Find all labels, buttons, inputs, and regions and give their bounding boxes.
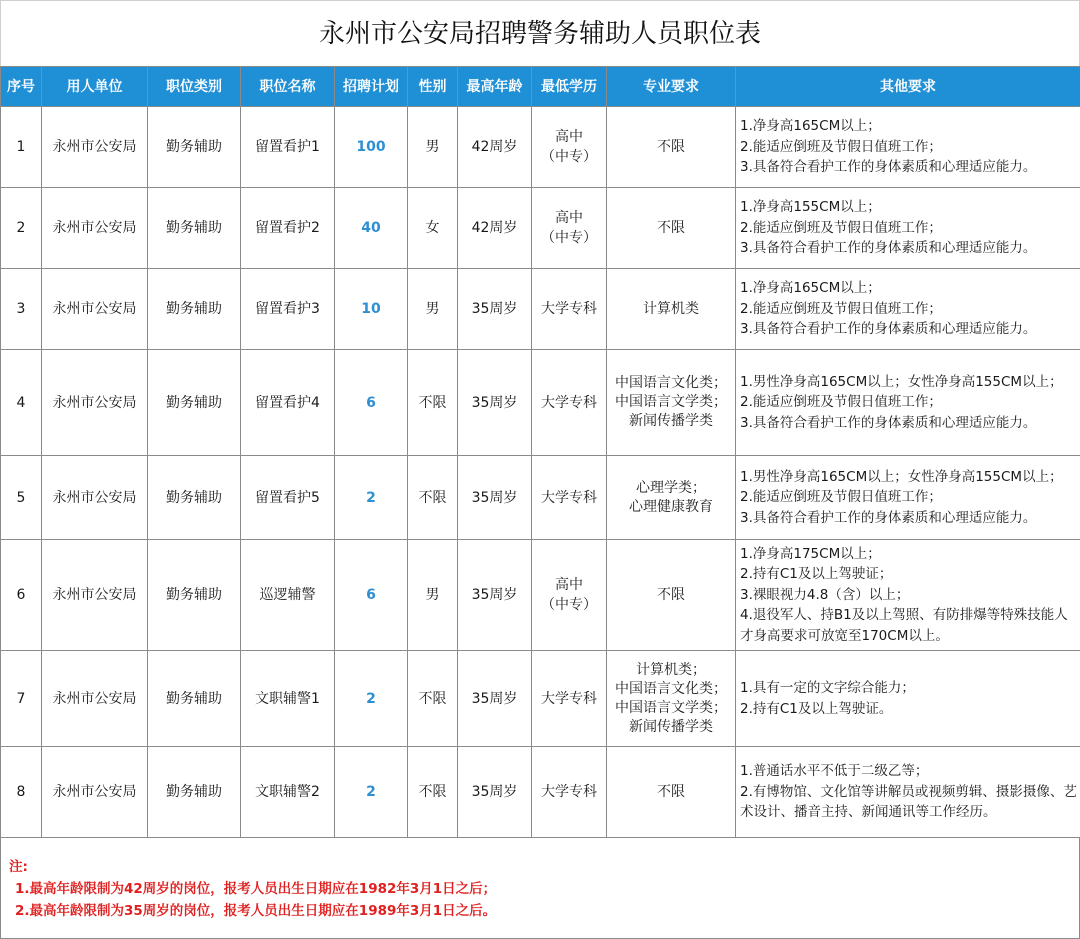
header-other: 其他要求: [736, 67, 1080, 107]
row-number: 5: [1, 456, 42, 540]
recruit-plan: 40: [335, 188, 408, 269]
notes-label: 注:: [9, 856, 1079, 878]
recruit-plan: 100: [335, 107, 408, 188]
min-education-line: 大学专科: [534, 299, 604, 319]
min-education-line: 大学专科: [534, 689, 604, 709]
min-education: [532, 107, 607, 188]
position-category: 勤务辅助: [148, 456, 241, 540]
other-requirements-line: 1.净身高155CM以上；: [740, 197, 1078, 218]
major-requirement-line: 不限: [609, 219, 733, 238]
table-row: [1, 747, 1080, 838]
gender: 不限: [408, 350, 458, 456]
employer-unit: 永州市公安局: [42, 456, 148, 540]
header-age: 最高年龄: [458, 67, 532, 107]
position-name: 文职辅警2: [241, 747, 335, 838]
other-requirements-line: 1.净身高175CM以上；: [740, 544, 1078, 565]
major-requirement: [607, 107, 736, 188]
other-requirements-line: 3.具备符合看护工作的身体素质和心理适应能力。: [740, 508, 1078, 529]
position-category: 勤务辅助: [148, 269, 241, 350]
min-education-line: （中专）: [534, 228, 604, 248]
major-requirement: [607, 540, 736, 651]
position-name: 巡逻辅警: [241, 540, 335, 651]
major-requirement-line: 不限: [609, 586, 733, 605]
other-requirements-line: 3.具备符合看护工作的身体素质和心理适应能力。: [740, 413, 1078, 434]
major-requirement-line: 不限: [609, 783, 733, 802]
max-age: 42周岁: [458, 188, 532, 269]
recruit-plan: 10: [335, 269, 408, 350]
gender: 不限: [408, 456, 458, 540]
row-number: 4: [1, 350, 42, 456]
other-requirements-line: 1.具有一定的文字综合能力；: [740, 678, 1078, 699]
other-requirements-line: 2.持有C1及以上驾驶证；: [740, 564, 1078, 585]
other-requirements-line: 2.持有C1及以上驾驶证。: [740, 699, 1078, 720]
position-category: 勤务辅助: [148, 651, 241, 747]
table-row: [1, 456, 1080, 540]
other-requirements-line: 1.普通话水平不低于二级乙等；: [740, 761, 1078, 782]
min-education-line: 高中: [534, 208, 604, 228]
min-education: [532, 350, 607, 456]
note-item-1: 1.最高年龄限制为42周岁的岗位，报考人员出生日期应在1982年3月1日之后；: [9, 878, 1079, 900]
gender: 男: [408, 269, 458, 350]
recruit-plan: 2: [335, 456, 408, 540]
major-requirement-line: 不限: [609, 138, 733, 157]
position-category: 勤务辅助: [148, 188, 241, 269]
min-education-line: （中专）: [534, 595, 604, 615]
major-requirement: [607, 350, 736, 456]
major-requirement-line: 中国语言文化类；: [609, 680, 733, 699]
row-number: 7: [1, 651, 42, 747]
recruit-plan: 6: [335, 540, 408, 651]
recruit-plan: 6: [335, 350, 408, 456]
other-requirements: [736, 107, 1080, 188]
position-category: 勤务辅助: [148, 540, 241, 651]
table-row: [1, 269, 1080, 350]
row-number: 2: [1, 188, 42, 269]
position-name: 留置看护3: [241, 269, 335, 350]
other-requirements-line: 1.净身高165CM以上；: [740, 278, 1078, 299]
max-age: 35周岁: [458, 540, 532, 651]
min-education: [532, 456, 607, 540]
table-row: [1, 350, 1080, 456]
other-requirements: [736, 456, 1080, 540]
other-requirements-line: 1.净身高165CM以上；: [740, 116, 1078, 137]
header-major: 专业要求: [607, 67, 736, 107]
employer-unit: 永州市公安局: [42, 269, 148, 350]
major-requirement-line: 新闻传播学类: [609, 718, 733, 737]
position-category: 勤务辅助: [148, 747, 241, 838]
other-requirements-line: 2.能适应倒班及节假日值班工作；: [740, 218, 1078, 239]
row-number: 1: [1, 107, 42, 188]
other-requirements: [736, 747, 1080, 838]
table-row: [1, 540, 1080, 651]
min-education: [532, 540, 607, 651]
min-education: [532, 747, 607, 838]
header-education: 最低学历: [532, 67, 607, 107]
major-requirement: [607, 747, 736, 838]
other-requirements-line: 2.能适应倒班及节假日值班工作；: [740, 392, 1078, 413]
other-requirements-line: 2.能适应倒班及节假日值班工作；: [740, 299, 1078, 320]
header-unit: 用人单位: [42, 67, 148, 107]
major-requirement-line: 计算机类；: [609, 661, 733, 680]
major-requirement-line: 中国语言文化类；: [609, 374, 733, 393]
max-age: 35周岁: [458, 651, 532, 747]
min-education-line: 高中: [534, 575, 604, 595]
major-requirement-line: 计算机类: [609, 300, 733, 319]
other-requirements-line: 3.具备符合看护工作的身体素质和心理适应能力。: [740, 238, 1078, 259]
header-position: 职位名称: [241, 67, 335, 107]
notes-section: [0, 838, 1080, 939]
position-name: 留置看护4: [241, 350, 335, 456]
major-requirement-line: 心理学类；: [609, 479, 733, 498]
gender: 不限: [408, 651, 458, 747]
other-requirements: [736, 269, 1080, 350]
other-requirements-line: 3.具备符合看护工作的身体素质和心理适应能力。: [740, 319, 1078, 340]
max-age: 35周岁: [458, 747, 532, 838]
other-requirements-line: 2.能适应倒班及节假日值班工作；: [740, 487, 1078, 508]
gender: 女: [408, 188, 458, 269]
min-education-line: 大学专科: [534, 782, 604, 802]
other-requirements: [736, 651, 1080, 747]
max-age: 42周岁: [458, 107, 532, 188]
header-plan: 招聘计划: [335, 67, 408, 107]
employer-unit: 永州市公安局: [42, 350, 148, 456]
major-requirement: [607, 188, 736, 269]
major-requirement-line: 心理健康教育: [609, 498, 733, 517]
min-education: [532, 269, 607, 350]
employer-unit: 永州市公安局: [42, 188, 148, 269]
other-requirements-line: 3.裸眼视力4.8（含）以上；: [740, 585, 1078, 606]
gender: 男: [408, 540, 458, 651]
position-name: 文职辅警1: [241, 651, 335, 747]
max-age: 35周岁: [458, 269, 532, 350]
major-requirement-line: 中国语言文学类；: [609, 699, 733, 718]
header-category: 职位类别: [148, 67, 241, 107]
employer-unit: 永州市公安局: [42, 540, 148, 651]
recruit-plan: 2: [335, 747, 408, 838]
row-number: 8: [1, 747, 42, 838]
other-requirements: [736, 540, 1080, 651]
min-education-line: （中专）: [534, 147, 604, 167]
min-education-line: 大学专科: [534, 488, 604, 508]
recruit-plan: 2: [335, 651, 408, 747]
max-age: 35周岁: [458, 456, 532, 540]
min-education: [532, 188, 607, 269]
min-education: [532, 651, 607, 747]
page-title: 永州市公安局招聘警务辅助人员职位表: [0, 0, 1080, 66]
table-header-row: [1, 67, 1080, 107]
position-name: 留置看护1: [241, 107, 335, 188]
position-category: 勤务辅助: [148, 107, 241, 188]
min-education-line: 大学专科: [534, 393, 604, 413]
max-age: 35周岁: [458, 350, 532, 456]
header-gender: 性别: [408, 67, 458, 107]
position-name: 留置看护2: [241, 188, 335, 269]
employer-unit: 永州市公安局: [42, 107, 148, 188]
gender: 不限: [408, 747, 458, 838]
other-requirements-line: 1.男性净身高165CM以上；女性净身高155CM以上；: [740, 467, 1078, 488]
note-item-2: 2.最高年龄限制为35周岁的岗位，报考人员出生日期应在1989年3月1日之后。: [9, 900, 1079, 922]
row-number: 3: [1, 269, 42, 350]
major-requirement: [607, 456, 736, 540]
position-name: 留置看护5: [241, 456, 335, 540]
table-row: [1, 188, 1080, 269]
other-requirements: [736, 188, 1080, 269]
major-requirement: [607, 651, 736, 747]
position-category: 勤务辅助: [148, 350, 241, 456]
other-requirements-line: 4.退役军人、持B1及以上驾照、有防排爆等特殊技能人才身高要求可放宽至170CM以上。: [740, 605, 1078, 646]
other-requirements: [736, 350, 1080, 456]
employer-unit: 永州市公安局: [42, 651, 148, 747]
major-requirement-line: 新闻传播学类: [609, 412, 733, 431]
major-requirement: [607, 269, 736, 350]
other-requirements-line: 1.男性净身高165CM以上；女性净身高155CM以上；: [740, 372, 1078, 393]
row-number: 6: [1, 540, 42, 651]
table-row: [1, 651, 1080, 747]
position-table: [0, 66, 1080, 838]
min-education-line: 高中: [534, 127, 604, 147]
table-row: [1, 107, 1080, 188]
gender: 男: [408, 107, 458, 188]
other-requirements-line: 2.能适应倒班及节假日值班工作；: [740, 137, 1078, 158]
header-no: 序号: [1, 67, 42, 107]
other-requirements-line: 3.具备符合看护工作的身体素质和心理适应能力。: [740, 157, 1078, 178]
other-requirements-line: 2.有博物馆、文化馆等讲解员或视频剪辑、摄影摄像、艺术设计、播音主持、新闻通讯等工作经历。: [740, 782, 1078, 823]
major-requirement-line: 中国语言文学类；: [609, 393, 733, 412]
employer-unit: 永州市公安局: [42, 747, 148, 838]
